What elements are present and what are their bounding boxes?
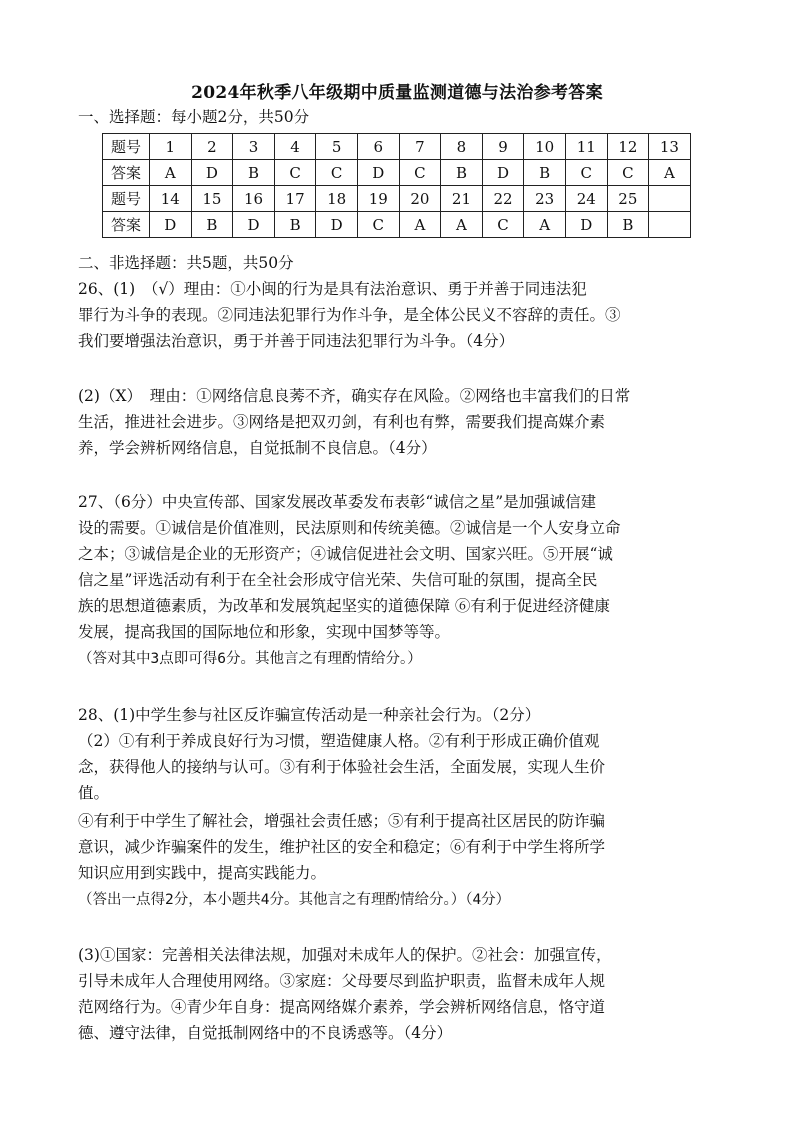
table-cell: 8 — [441, 134, 483, 160]
table-cell-empty — [649, 212, 691, 238]
answer-line: 值。 — [78, 784, 110, 802]
table-cell: 10 — [524, 134, 566, 160]
answer-line: 德、遵守法律，自觉抵制网络中的不良诱惑等。（4分） — [78, 1024, 453, 1042]
answer-line: 生活，推进社会进步。③网络是把双刃剑，有利也有弊，需要我们提高媒介素 — [78, 413, 606, 431]
answer-line: 知识应用到实践中，提高实践能力。 — [78, 864, 327, 882]
table-cell: D — [233, 212, 275, 238]
table-cell: 9 — [482, 134, 524, 160]
table-cell: 3 — [233, 134, 275, 160]
table-cell-empty — [649, 186, 691, 212]
table-cell: 17 — [274, 186, 316, 212]
table-cell: C — [482, 212, 524, 238]
table-cell: 4 — [274, 134, 316, 160]
table-cell: 11 — [565, 134, 607, 160]
table-row — [103, 160, 691, 186]
table-cell: B — [233, 160, 275, 186]
table-cell: 7 — [399, 134, 441, 160]
answer-line: 念，获得他人的接纳与认可。③有利于体验社会生活，全面发展，实现人生价 — [78, 758, 606, 776]
table-cell: 20 — [399, 186, 441, 212]
table-cell: 5 — [316, 134, 358, 160]
answer-line: (2)（X） 理由：①网络信息良莠不齐，确实存在风险。②网络也丰富我们的日常 — [78, 387, 631, 405]
table-cell: 19 — [357, 186, 399, 212]
answer-line: 引导未成年人合理使用网络。③家庭：父母要尽到监护职责，监督未成年人规 — [78, 972, 606, 990]
page-title: 2024年秋季八年级期中质量监测道德与法治参考答案 — [191, 83, 603, 103]
table-cell: C — [357, 212, 399, 238]
table-cell: C — [399, 160, 441, 186]
table-cell: 23 — [524, 186, 566, 212]
row-label: 答案 — [103, 160, 150, 186]
answer-line: 27、（6分）中央宣传部、国家发展改革委发布表彰“诚信之星”是加强诚信建 — [78, 493, 597, 511]
table-cell: C — [274, 160, 316, 186]
table-cell: 6 — [357, 134, 399, 160]
answer-line: ④有利于中学生了解社会，增强社会责任感；⑤有利于提高社区居民的防诈骗 — [78, 812, 606, 830]
row-label: 答案 — [103, 212, 150, 238]
table-cell: B — [524, 160, 566, 186]
table-cell: D — [357, 160, 399, 186]
table-cell: 16 — [233, 186, 275, 212]
table-cell: 24 — [565, 186, 607, 212]
table-cell: C — [607, 160, 649, 186]
table-cell: 12 — [607, 134, 649, 160]
table-cell: A — [649, 160, 691, 186]
answer-line: 族的思想道德素质，为改革和发展筑起坚实的道德保障 ⑥有利于促进经济健康 — [78, 597, 610, 615]
table-cell: 18 — [316, 186, 358, 212]
row-label: 题号 — [103, 186, 150, 212]
table-cell: D — [565, 212, 607, 238]
table-cell: 13 — [649, 134, 691, 160]
table-cell: A — [150, 160, 192, 186]
table-row — [103, 186, 691, 212]
answer-table — [102, 133, 691, 238]
table-row — [103, 134, 691, 160]
table-cell: B — [607, 212, 649, 238]
table-cell: C — [565, 160, 607, 186]
table-cell: 2 — [191, 134, 233, 160]
answer-line: 意识，减少诈骗案件的发生，维护社区的安全和稳定；⑥有利于中学生将所学 — [78, 838, 606, 856]
table-cell: A — [441, 212, 483, 238]
table-cell: D — [316, 212, 358, 238]
table-cell: A — [524, 212, 566, 238]
grading-note: （答对其中3点即可得6分。其他言之有理酌情给分。） — [78, 651, 422, 667]
section-heading-nonchoice: 二、非选择题：共5题，共50分 — [78, 254, 294, 272]
answer-line: 之本；③诚信是企业的无形资产；④诚信促进社会文明、国家兴旺。⑤开展“诚 — [78, 545, 613, 563]
answer-line: (3)①国家：完善相关法律法规，加强对未成年人的保护。②社会：加强宣传， — [78, 946, 612, 964]
answer-line: 28、(1)中学生参与社区反诈骗宣传活动是一种亲社会行为。（2分） — [78, 706, 541, 724]
table-cell: 25 — [607, 186, 649, 212]
table-row — [103, 212, 691, 238]
answer-line: 养，学会辨析网络信息，自觉抵制不良信息。（4分） — [78, 439, 437, 457]
answer-line: 范网络行为。④青少年自身：提高网络媒介素养，学会辨析网络信息，恪守道 — [78, 998, 606, 1016]
answer-line: 信之星”评选活动有利于在全社会形成守信光荣、失信可耻的氛围，提高全民 — [78, 571, 598, 589]
table-cell: 14 — [150, 186, 192, 212]
table-cell: B — [441, 160, 483, 186]
answer-line: （2）①有利于养成良好行为习惯，塑造健康人格。②有利于形成正确价值观 — [78, 732, 600, 750]
table-cell: D — [482, 160, 524, 186]
section-heading-choice: 一、选择题：每小题2分，共50分 — [78, 108, 310, 126]
answer-line: 26、(1) （√）理由：①小闽的行为是具有法治意识、勇于并善于同违法犯 — [78, 280, 587, 298]
table-cell: B — [274, 212, 316, 238]
row-label: 题号 — [103, 134, 150, 160]
answer-line: 发展，提高我国的国际地位和形象，实现中国梦等等。 — [78, 623, 451, 641]
answer-line: 罪行为斗争的表现。②同违法犯罪行为作斗争，是全体公民义不容辞的责任。③ — [78, 306, 621, 324]
answer-line: 我们要增强法治意识，勇于并善于同违法犯罪行为斗争。（4分） — [78, 332, 515, 350]
table-cell: D — [150, 212, 192, 238]
table-cell: C — [316, 160, 358, 186]
table-cell: 1 — [150, 134, 192, 160]
table-cell: B — [191, 212, 233, 238]
table-cell: A — [399, 212, 441, 238]
grading-note: （答出一点得2分，本小题共4分。其他言之有理酌情给分。）（4分） — [78, 892, 511, 908]
table-cell: 15 — [191, 186, 233, 212]
table-cell: 22 — [482, 186, 524, 212]
table-cell: D — [191, 160, 233, 186]
table-cell: 21 — [441, 186, 483, 212]
answer-line: 设的需要。①诚信是价值准则，民法原则和传统美德。②诚信是一个人安身立命 — [78, 519, 621, 537]
